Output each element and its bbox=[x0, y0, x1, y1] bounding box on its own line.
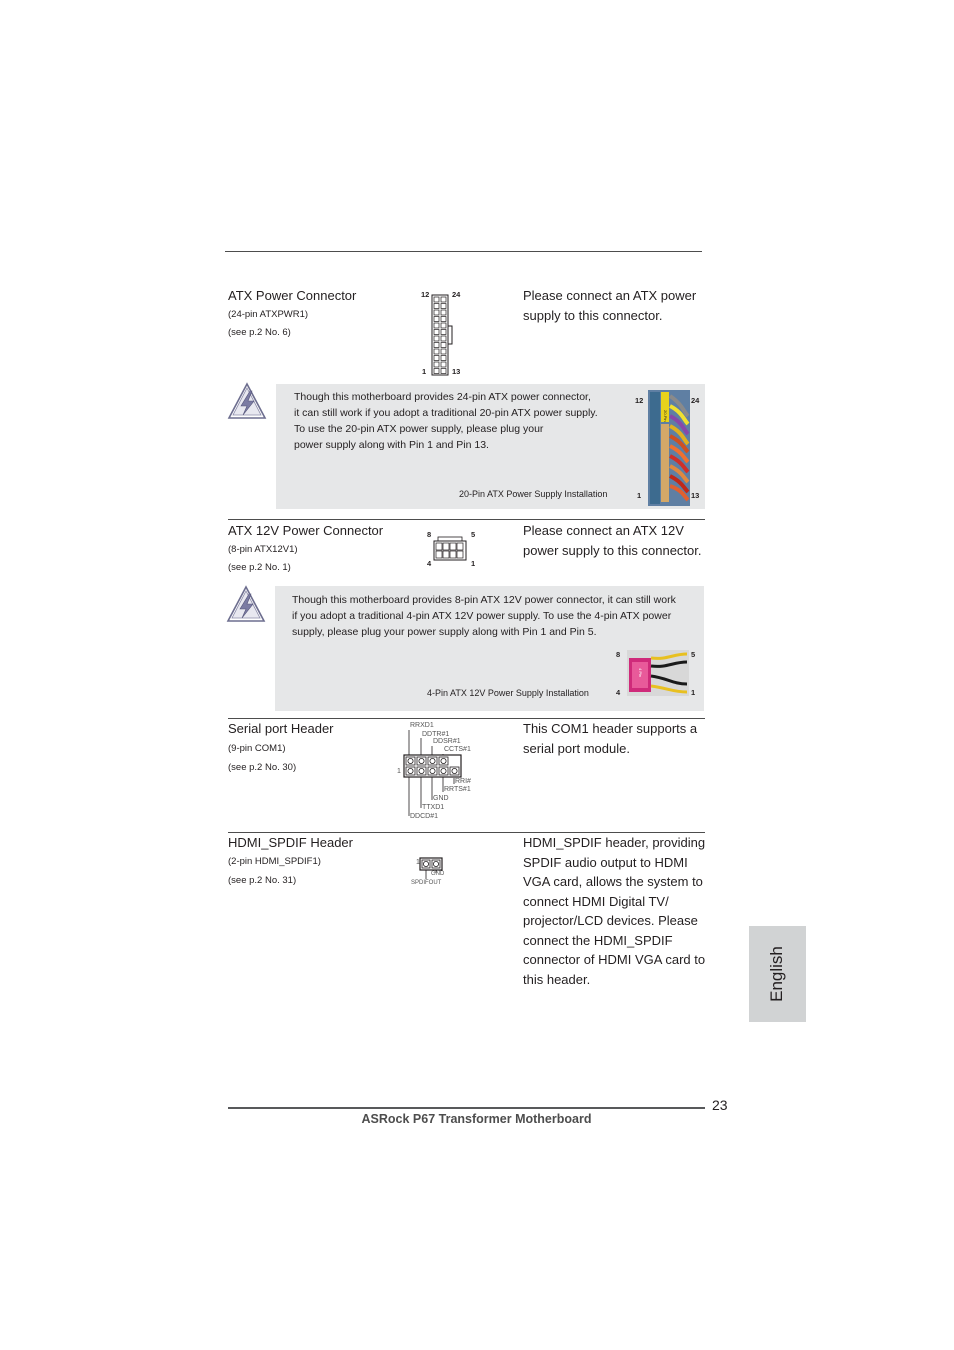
atx-note-line-1: Though this motherboard provides 24-pin ATX power connector, bbox=[294, 391, 591, 403]
atx24-pin-grid bbox=[431, 294, 455, 376]
photo-20pin-label: 20-Pin bbox=[663, 410, 668, 422]
top-rule bbox=[225, 251, 702, 252]
hdmi-spdif-sub1: (2-pin HDMI_SPDIF1) bbox=[228, 856, 321, 867]
hdmi-spdif-desc-line: HDMI_SPDIF header, providing bbox=[523, 835, 706, 850]
serial-title: Serial port Header bbox=[228, 721, 334, 736]
hdmi-spdif-desc-line: projector/LCD devices. Please bbox=[523, 913, 698, 928]
spdif-pin-grid bbox=[419, 857, 447, 881]
atx-note-line-4: power supply along with Pin 1 and Pin 13. bbox=[294, 439, 489, 451]
atx24-connector-diagram bbox=[418, 288, 468, 378]
warning-icon bbox=[227, 382, 267, 420]
atx4-install-photo bbox=[627, 650, 689, 696]
photo-pin-label-12: 12 bbox=[635, 396, 644, 405]
language-tab-label: English bbox=[767, 946, 786, 1002]
atx-note-line-3: To use the 20-pin ATX power supply, please plug your bbox=[294, 423, 544, 435]
pin-label-4: 4 bbox=[427, 559, 432, 568]
photo-pin-label-24: 24 bbox=[691, 396, 700, 405]
spdif-pin1-label: 1 bbox=[416, 859, 420, 866]
com1-pin-label-ddtr1: DDTR#1 bbox=[422, 731, 450, 738]
photo-4pin-label: 4 Pin bbox=[638, 668, 643, 678]
hdmi-spdif-desc-line: this header. bbox=[523, 971, 591, 987]
page-number: 23 bbox=[712, 1097, 728, 1113]
com1-pin-label-ttxd1: TTXD1 bbox=[422, 804, 445, 811]
hdmi-spdif-header-diagram bbox=[410, 856, 460, 892]
photo-pin-label-8: 8 bbox=[616, 650, 621, 659]
atx20-install-photo bbox=[648, 390, 690, 506]
com1-pin-label-ccts1: CCTS#1 bbox=[444, 746, 471, 753]
photo-pin-label-4: 4 bbox=[616, 688, 621, 697]
com1-pin-label-ddcd1: DDCD#1 bbox=[410, 813, 439, 820]
photo-pin-label-1: 1 bbox=[637, 491, 642, 500]
photo-pin-label-13: 13 bbox=[691, 491, 700, 500]
atx-note-line-2: it can still work if you adopt a traditional 20-pin ATX power supply. bbox=[294, 407, 598, 419]
pin-label-1: 1 bbox=[422, 367, 427, 376]
hdmi-spdif-desc-line: VGA card, allows the system to bbox=[523, 874, 703, 889]
footer-title: ASRock P67 Transformer Motherboard bbox=[361, 1112, 592, 1126]
com1-header-diagram bbox=[396, 722, 486, 822]
pin-label-12: 12 bbox=[421, 290, 430, 299]
photo-pin-label-1: 1 bbox=[691, 688, 696, 697]
com1-pin-label-rrxd1: RRXD1 bbox=[410, 722, 434, 729]
pin-label-13: 13 bbox=[452, 367, 461, 376]
atx12v-note-box bbox=[275, 586, 704, 711]
pin-label-5: 5 bbox=[471, 530, 476, 539]
spdif-out-label: SPDIFOUT bbox=[411, 880, 442, 886]
footer-rule bbox=[228, 1107, 705, 1109]
spdif-gnd-label: GND bbox=[431, 871, 445, 877]
serial-sub2: (see p.2 No. 30) bbox=[228, 762, 297, 773]
com1-pin-label-rrts1: RRTS#1 bbox=[444, 786, 471, 793]
atx12v-note-caption: 4-Pin ATX 12V Power Supply Installation bbox=[427, 688, 589, 698]
hdmi-spdif-description bbox=[523, 833, 713, 989]
atx12v-description: Please connect an ATX 12V power supply to this connector. bbox=[523, 523, 702, 558]
atx-note-caption: 20-Pin ATX Power Supply Installation bbox=[459, 489, 608, 499]
rule-atx12v bbox=[228, 519, 705, 520]
pin-label-24: 24 bbox=[452, 290, 461, 299]
hdmi-spdif-desc-line: connector of HDMI VGA card to bbox=[523, 952, 706, 967]
com1-pin-label-rri: RRI# bbox=[455, 778, 471, 785]
atx12v-sub1: (8-pin ATX12V1) bbox=[228, 544, 298, 555]
language-tab bbox=[749, 926, 806, 1022]
com1-pin-label-ddsr1: DDSR#1 bbox=[433, 738, 461, 745]
atx-power-sub2: (see p.2 No. 6) bbox=[228, 327, 291, 338]
serial-description: This COM1 header supports a serial port module. bbox=[523, 721, 698, 756]
hdmi-spdif-title: HDMI_SPDIF Header bbox=[228, 835, 353, 850]
com1-pin-label-gnd: GND bbox=[433, 795, 449, 802]
pin-label-1b: 1 bbox=[471, 559, 476, 568]
hdmi-spdif-sub2: (see p.2 No. 31) bbox=[228, 875, 297, 886]
com1-pin-grid bbox=[396, 722, 486, 822]
warning-icon bbox=[226, 585, 266, 623]
atx-power-sub1: (24-pin ATXPWR1) bbox=[228, 309, 309, 320]
hdmi-spdif-desc-line: connect the HDMI_SPDIF bbox=[523, 932, 673, 948]
hdmi-spdif-desc-line: SPDIF audio output to HDMI bbox=[523, 854, 688, 870]
atx12v-sub2: (see p.2 No. 1) bbox=[228, 562, 291, 573]
atx-power-title: ATX Power Connector bbox=[228, 288, 357, 303]
com1-pin1-label: 1 bbox=[397, 768, 401, 775]
photo-pin-label-5: 5 bbox=[691, 650, 696, 659]
atx12v-note-line-3: supply, please plug your power supply along with Pin 1 and Pin 5. bbox=[292, 626, 597, 638]
atx-note-box bbox=[276, 384, 705, 509]
atx12v-pin-grid bbox=[432, 536, 468, 562]
pin-label-8: 8 bbox=[427, 530, 432, 539]
atx-power-description: Please connect an ATX power supply to this connector. bbox=[523, 288, 697, 323]
atx12v-connector-diagram bbox=[424, 528, 480, 572]
hdmi-spdif-desc-line: connect HDMI Digital TV/ bbox=[523, 893, 669, 909]
atx12v-title: ATX 12V Power Connector bbox=[228, 523, 384, 538]
serial-sub1: (9-pin COM1) bbox=[228, 743, 286, 754]
atx12v-note-line-2: if you adopt a traditional 4-pin ATX 12V power supply. To use the 4-pin ATX power bbox=[292, 610, 672, 622]
atx12v-note-line-1: Though this motherboard provides 8-pin ATX 12V power connector, it can still work bbox=[292, 594, 676, 606]
